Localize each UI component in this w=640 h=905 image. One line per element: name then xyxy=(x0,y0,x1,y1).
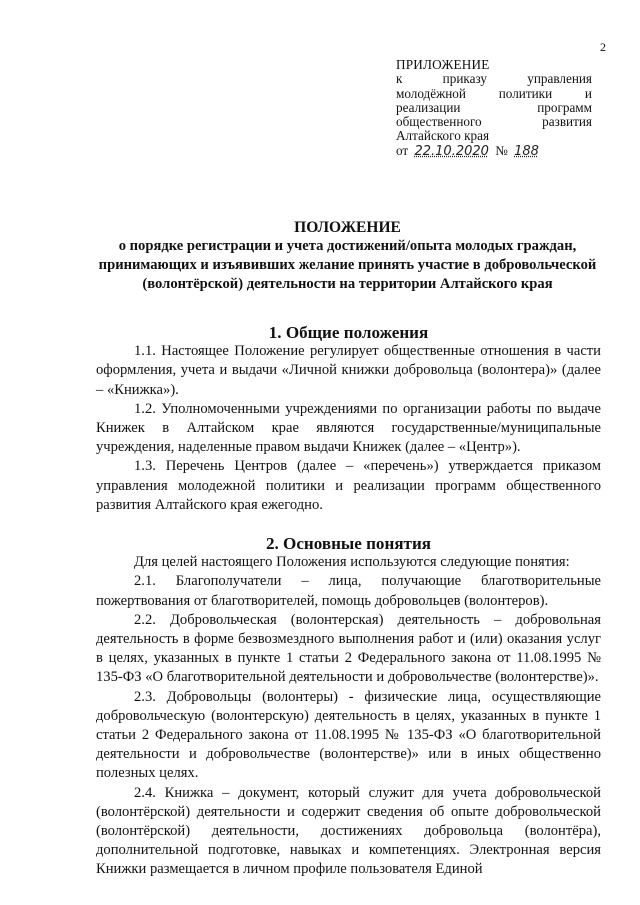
appendix-line: Алтайского края xyxy=(396,128,490,144)
section-title: 1. Общие положения xyxy=(268,323,429,342)
appendix-line: общественного развития xyxy=(396,114,592,130)
document-subtitle: о порядке регистрации и учета достижений/опыта молодых граждан, принимающих и изъявивших желание принять участие в добровольческой (волонтёрской) деятельности на территории Алтайского края xyxy=(98,238,597,292)
appendix-date-line xyxy=(396,144,592,159)
paragraph: Для целей настоящего Положения используются следующие понятия: xyxy=(134,554,570,571)
appendix-heading: ПРИЛОЖЕНИЕ xyxy=(396,57,490,72)
paragraph: 1.2. Уполномоченными учреждениями по организации работы по выдаче Книжек в Алтайском крае являются государственные/муниципальные учреждения, наделенные правом выдачи Книжек (далее – «Центр»). xyxy=(96,400,601,456)
appendix-line: реализации программ xyxy=(396,99,592,115)
paragraph: 2.4. Книжка – документ, который служит для учета добровольческой (волонтёрской) деятельности и содержит сведения об опыте добровольческой (волонтёрской) деятельности, достижениях добровольца (волонтёра), дополнительной подготовке, навыках и компетенциях. Электронная версия Книжки размещается в личном профиле пользователя Единой xyxy=(96,784,601,878)
appendix-line: к приказу управления xyxy=(396,71,592,87)
paragraph: 2.2. Добровольческая (волонтерская) деятельность – добровольная деятельность в форме безвозмездного выполнения работ и (или) оказания услуг в целях, указанных в пункте 1 статьи 2 Федерального закона от 11.08.1995 № 135-ФЗ «О благотворительной деятельности и добровольчестве (волонтерстве)». xyxy=(96,611,601,686)
date-prefix: от xyxy=(396,142,409,158)
page-number: 2 xyxy=(600,40,606,54)
document-title-block xyxy=(95,218,600,294)
appendix-line: молодёжной политики и xyxy=(396,85,592,101)
number-prefix: № xyxy=(495,142,508,158)
handwritten-date: 22.10.2020 xyxy=(414,143,489,159)
paragraph: 1.3. Перечень Центров (далее – «перечень») утверждается приказом управления молодежной политики и реализации программ общественного развития Алтайского края ежегодно. xyxy=(96,458,601,513)
paragraph: 1.1. Настоящее Положение регулирует общественные отношения в части оформления, учета и выдачи «Личной книжки добровольца (волонтера)» (далее – «Книжка»). xyxy=(96,343,601,398)
appendix-block xyxy=(396,58,592,159)
section-title: 2. Основные понятия xyxy=(265,534,432,554)
document-title: ПОЛОЖЕНИЕ xyxy=(294,219,401,236)
section-gap xyxy=(96,515,601,534)
document-body xyxy=(96,323,601,880)
handwritten-number: 188 xyxy=(514,143,539,159)
paragraph: 2.3. Добровольцы (волонтеры) - физические лица, осуществляющие добровольческую (волонтерскую) деятельность в целях, указанных в пункте 1 статьи 2 Федерального закона от 11.08.1995 № 135-ФЗ «О благотворительной деятельности и добровольчестве (волонтерстве)» или в иных общественно полезных целях. xyxy=(96,688,601,782)
paragraph: 2.1. Благополучатели – лица, получающие благотворительные пожертвования от благотворителей, помощь добровольцев (волонтеров). xyxy=(96,573,601,609)
